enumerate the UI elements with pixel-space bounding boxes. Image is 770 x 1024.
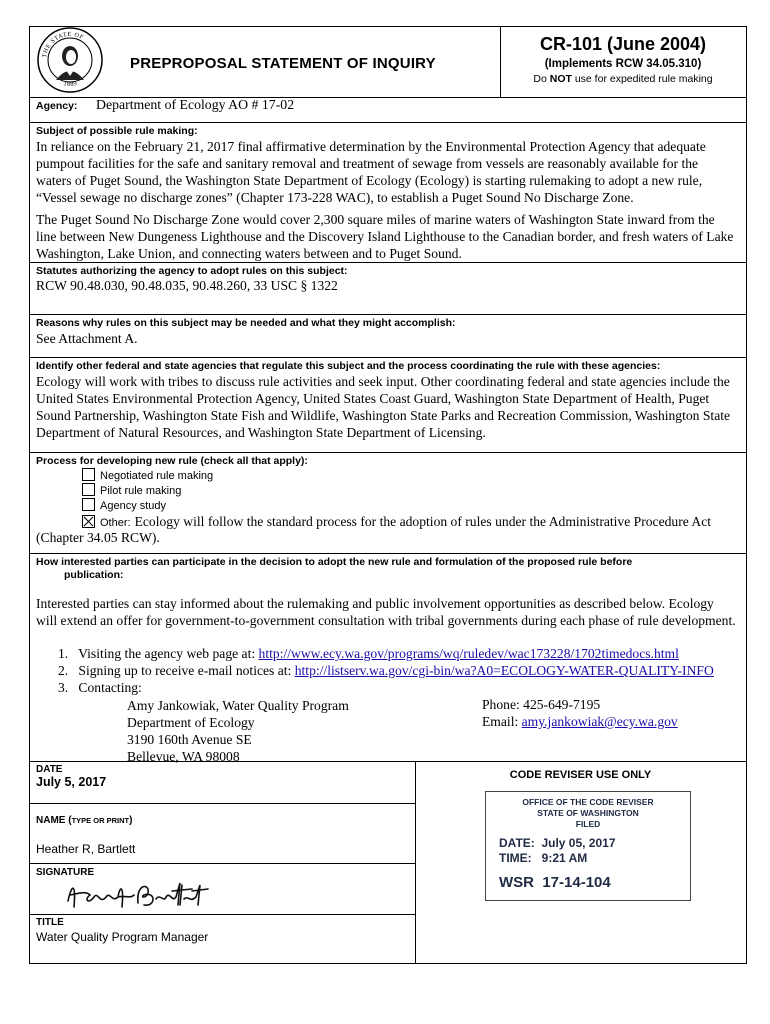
list-num-3: 3. (58, 680, 69, 695)
signature-scribble (60, 877, 210, 915)
contact-street: 3190 160th Avenue SE (127, 732, 252, 747)
stamp-line-3: FILED (575, 819, 601, 829)
contact-dept: Department of Ecology (127, 715, 255, 730)
study-label: Agency study (100, 500, 167, 512)
other-text: Ecology will follow the standard process for the adoption of rules under the Administrative Procedure Act (134, 514, 712, 529)
stamp-line-1: OFFICE OF THE CODE REVISER (522, 797, 654, 807)
stamp-line-2: STATE OF WASHINGTON (537, 808, 639, 818)
agency-label: Agency: (36, 100, 78, 112)
contact-email-link[interactable]: amy.jankowiak@ecy.wa.gov (521, 714, 678, 729)
list-num-2: 2. (58, 663, 69, 678)
list-text-1: Visiting the agency web page at: (78, 646, 259, 661)
pilot-checkbox[interactable] (82, 483, 95, 496)
name-label (36, 815, 132, 826)
process-option-negotiated[interactable] (82, 468, 213, 482)
list-item-2 (58, 663, 714, 679)
process-option-study[interactable] (82, 498, 166, 512)
list-text-3: Contacting: (78, 680, 142, 695)
agencies-label: Identify other federal and state agencies that regulate this subject and the process coordinating the rule with these agencies: (36, 360, 661, 372)
code-reviser-stamp (485, 791, 691, 901)
name-label-c: ) (129, 815, 133, 826)
reasons-label: Reasons why rules on this subject may be needed and what they might accomplish: (36, 317, 456, 329)
contact-block (127, 697, 349, 765)
code-reviser-heading: CODE REVISER USE ONLY (509, 769, 652, 781)
expedited-note-post: use for expedited rule making (571, 73, 713, 85)
list-item-3 (58, 680, 142, 696)
name-value: Heather R, Bartlett (36, 842, 136, 856)
contact-phone: Phone: 425-649-7195 (482, 697, 601, 712)
list-item-1 (58, 646, 679, 662)
signature-label: SIGNATURE (36, 867, 95, 878)
statutes-value: RCW 90.48.030, 90.48.035, 90.48.260, 33 USC § 1322 (36, 278, 338, 293)
agency-value: Department of Ecology AO # 17-02 (96, 97, 295, 112)
other-checkbox[interactable] (82, 515, 95, 528)
agency-webpage-link[interactable]: http://www.ecy.wa.gov/programs/wq/ruledev/wac173228/1702timedocs.html (258, 646, 679, 661)
date-value: July 5, 2017 (36, 775, 107, 789)
subject-para-2: The Puget Sound No Discharge Zone would cover 2,300 square miles of marine waters of Washington State inward from the line between New Dungeness Lighthouse and the Discovery Island Lighthouse to the Canadian border, and fresh waters of Lake Washington, Lake Union, and connecting waters between and to Puget Sound. (36, 212, 734, 261)
negotiated-checkbox[interactable] (82, 468, 95, 481)
study-checkbox[interactable] (82, 498, 95, 511)
other-label: Other: (100, 517, 131, 529)
expedited-note-not: NOT (549, 73, 572, 85)
pilot-label: Pilot rule making (100, 485, 182, 497)
statutes-label: Statutes authorizing the agency to adopt rules on this subject: (36, 265, 348, 277)
cr101-form (29, 26, 747, 964)
seal-top-text: THE STATE OF (41, 30, 85, 59)
list-text-2: Signing up to receive e-mail notices at: (78, 663, 295, 678)
subject-para-1: In reliance on the February 21, 2017 final affirmative determination by the Environmental Protection Agency that adequate pumpout facilities for the safe and sanitary removal and treatment of sewage from vessels are reasonably available for the waters of Puget Sound, the Washington State Department of Ecology (Ecology) is starting rulemaking to adopt a new rule, “Vessel sewage no discharge zones” (Chapter 173-228 WAC), to establish a Puget Sound No Discharge Zone. (36, 139, 706, 205)
process-option-pilot[interactable] (82, 483, 181, 497)
bottom-divider (415, 761, 416, 963)
expedited-note (500, 73, 746, 85)
participation-label-1: How interested parties can participate in the decision to adopt the new rule and formulation of the proposed rule before (36, 556, 633, 568)
date-label: DATE (36, 764, 63, 775)
expedited-note-pre: Do (533, 73, 550, 85)
title-label: TITLE (36, 917, 64, 928)
contact-email-row (482, 714, 678, 730)
implements-rcw: (Implements RCW 34.05.310) (544, 58, 702, 70)
other-text-continued: (Chapter 34.05 RCW). (36, 530, 160, 545)
stamp-date: DATE: July 05, 2017 (499, 836, 616, 850)
contact-name: Amy Jankowiak, Water Quality Program (127, 698, 349, 713)
participation-label-2: publication: (64, 569, 124, 581)
process-label: Process for developing new rule (check all that apply): (36, 455, 308, 467)
contact-city: Bellevue, WA 98008 (127, 749, 240, 764)
negotiated-label: Negotiated rule making (100, 470, 214, 482)
participation-intro: Interested parties can stay informed about the rulemaking and public involvement opportunities as described below. Ecology will extend an offer for government-to-government consultation with tribal governments during each phase of rule development. (36, 596, 736, 628)
signature-image (60, 877, 210, 915)
name-label-b: TYPE OR PRINT (71, 816, 130, 825)
name-label-a: NAME ( (36, 815, 72, 826)
form-title: PREPROPOSAL STATEMENT OF INQUIRY (130, 55, 436, 72)
agencies-value: Ecology will work with tribes to discuss rule activities and seek input. Other coordinating federal and state agencies include the United States Environmental Protection Agency, United States Coast Guard, Washington State Department of Health, Puget Sound Partnership, Washington State Fish and Wildlife, Washington State Parks and Recreation Commission, Washington State Department of Natural Resources, and Washington State Department of Licensing. (36, 374, 731, 440)
stamp-wsr: WSR 17-14-104 (499, 874, 611, 891)
reasons-value: See Attachment A. (36, 331, 138, 346)
listserv-link[interactable]: http://listserv.wa.gov/cgi-bin/wa?A0=ECOLOGY-WATER-QUALITY-INFO (294, 663, 714, 678)
seal-bottom-text: 1889 (62, 79, 79, 89)
form-code: CR-101 (June 2004) (539, 34, 707, 54)
list-num-1: 1. (58, 646, 69, 661)
subject-label: Subject of possible rule making: (36, 125, 198, 137)
contact-email-label: Email: (482, 714, 522, 729)
title-value: Water Quality Program Manager (36, 930, 209, 944)
stamp-time: TIME: 9:21 AM (499, 851, 588, 865)
